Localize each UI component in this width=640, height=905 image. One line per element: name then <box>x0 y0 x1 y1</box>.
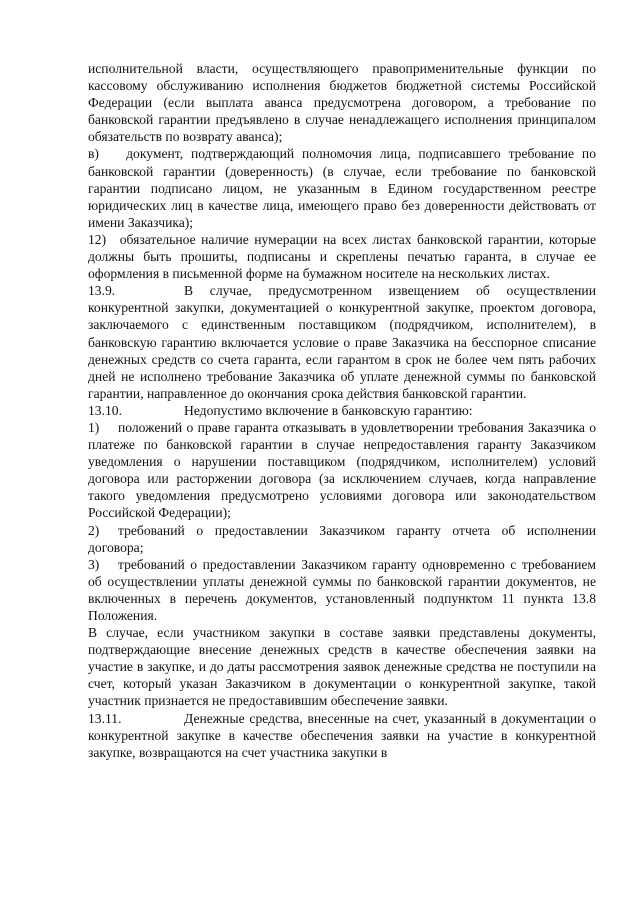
section-number: 13.11. <box>88 710 122 726</box>
section-13-11 <box>88 710 596 761</box>
section-13-9 <box>88 282 596 402</box>
list-item-text: положений о праве гаранта отказывать в удовлетворении требования Заказчика о платеже по банковской гарантии в случае непредоставления гаранту Заказчиком уведомления о нарушении поставщиком (подрядчиком, исполнителем) условий договора или расторжении договора (за исключением случаев, когда направление такого уведомления предусмотрено условиями договора или законодательством Российской Федерации); <box>88 419 596 521</box>
list-item <box>88 419 596 522</box>
section-text: Недопустимо включение в банковскую гарантию: <box>184 402 473 418</box>
section-text: В случае, предусмотренном извещением об осуществлении конкурентной закупки, документацией о конкурентной закупке, проектом договора, заключаемого с единственным поставщиком (подрядчиком, исполнителем), в банковскую гарантию включается условие о праве Заказчика на бесспорное списание денежных средств со счета гаранта, если гарантом в срок не более чем пять рабочих дней не исполнено требование Заказчика об уплате денежной суммы по банковской гарантии, направленное до окончания срока действия банковской гарантии. <box>88 283 596 401</box>
paragraph-continuation: исполнительной власти, осуществляющего правоприменительные функции по кассовому обслуживанию исполнения бюджетов бюджетной системы Российской Федерации (если выплата аванса предусмотрена договором, а требование по банковской гарантии предъявлено в случае ненадлежащего исполнения принципалом обязательств по возврату аванса); <box>88 61 596 145</box>
list-item-number: 3) <box>88 556 100 572</box>
section-number: 13.9. <box>88 283 116 299</box>
paragraph-item-12: 12) обязательное наличие нумерации на всех листах банковской гарантии, которые должны быть прошиты, подписаны и скреплены печатью гаранта, в случае ее оформления в письменной форме на бумажном носителе на нескольких листах. <box>88 231 596 282</box>
section-number: 13.10. <box>88 402 122 418</box>
list-item-number: 1) <box>88 419 100 435</box>
paragraph-item-v: в) документ, подтверждающий полномочия лица, подписавшего требование по банковской гарантии (доверенность) (в случае, если требование по банковской гарантии подписано лицом, не указанным в Едином государственном реестре юридических лиц в качестве лица, имеющего право без доверенности действовать от имени Заказчика); <box>88 146 596 230</box>
paragraph-case: В случае, если участником закупки в составе заявки представлены документы, подтверждающие внесение денежных средств в качестве обеспечения заявки на участие в закупке, и до даты рассмотрения заявок денежные средства не поступили на счет, который указан Заказчиком в документации о конкурентной закупке, такой участник признается не предоставившим обеспечение заявки. <box>88 625 596 709</box>
list-item-text: требований о предоставлении Заказчиком гаранту одновременно с требованием об осуществлении уплаты денежной суммы по банковской гарантии документов, не включенных в перечень документов, установленный подпунктом 11 пункта 13.8 Положения. <box>88 556 596 623</box>
list-item-number: 2) <box>88 522 100 538</box>
list-item-text: требований о предоставлении Заказчиком гаранту отчета об исполнении договора; <box>88 522 596 555</box>
list-item <box>88 556 596 624</box>
section-text: Денежные средства, внесенные на счет, указанный в документации о конкурентной закупке в качестве обеспечения заявки на участие в конкурентной закупке, возвращаются на счет участника закупки в <box>88 710 596 760</box>
section-13-10 <box>88 402 596 419</box>
document-page <box>88 60 596 761</box>
list-item <box>88 522 596 556</box>
